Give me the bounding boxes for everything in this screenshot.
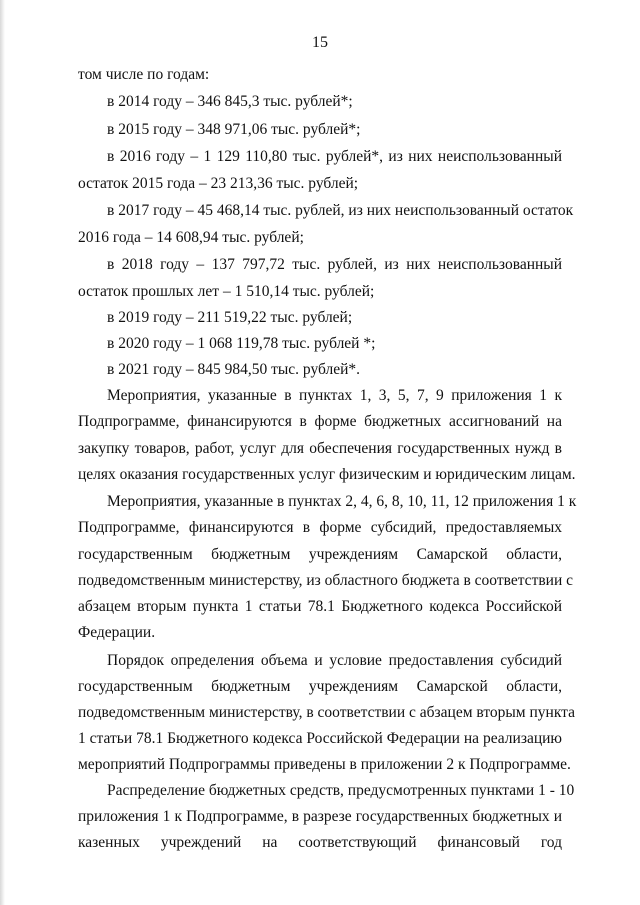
text-line: подведомственным министерству, из областного бюджета в соответствии с [78,572,574,589]
text-line: казенных учреждений на соответствующий финансовый год [78,834,562,851]
text-line: подведомственным министерству, в соответствии с абзацем вторым пункта [78,704,575,721]
text-line: в 2020 году – 1 068 119,78 тыс. рублей *; [107,335,376,352]
text-line: приложения 1 к Подпрограмме, в разрезе государственных бюджетных и [78,808,562,825]
text-line: Мероприятия, указанные в пунктах 2, 4, 6, 8, 10, 11, 12 приложения 1 к [107,493,577,510]
text-line: том числе по годам: [78,66,210,83]
text-line: в 2014 году – 346 845,3 тыс. рублей*; [107,93,353,110]
text-line: государственным бюджетным учреждениям Самарской области, [78,678,562,695]
text-line: в 2017 году – 45 468,14 тыс. рублей, из них неиспользованный остаток [107,202,574,219]
text-line: Федерации. [78,624,156,641]
text-line: Подпрограмме, финансируются в форме бюджетных ассигнований на [78,413,562,430]
text-line: в 2021 году – 845 984,50 тыс. рублей*. [107,361,361,378]
text-line: в 2018 году – 137 797,72 тыс. рублей, из них неиспользованный [107,256,562,273]
text-line: Распределение бюджетных средств, предусмотренных пунктами 1 - 10 [107,782,575,799]
text-line: Мероприятия, указанные в пунктах 1, 3, 5, 7, 9 приложения 1 к [107,387,562,404]
text-line: в 2016 году – 1 129 110,80 тыс. рублей*, из них неиспользованный [107,148,562,165]
text-line: остаток 2015 года – 23 213,36 тыс. рублей; [78,175,359,192]
text-line: в 2015 году – 348 971,06 тыс. рублей*; [107,121,361,138]
text-line: 1 статьи 78.1 Бюджетного кодекса Российской Федерации на реализацию [78,730,562,747]
scan-edge-shadow [0,0,5,905]
text-line: Подпрограмме, финансируются в форме субсидий, предоставляемых [78,519,562,536]
page-number: 15 [312,34,328,51]
text-line: целях оказания государственных услуг физическим и юридическим лицам. [78,466,576,483]
text-line: 2016 года – 14 608,94 тыс. рублей; [78,229,304,246]
text-line: остаток прошлых лет – 1 510,14 тыс. рублей; [78,283,375,300]
text-line: мероприятий Подпрограммы приведены в приложении 2 к Подпрограмме. [78,756,571,773]
text-line: государственным бюджетным учреждениям Самарской области, [78,546,562,563]
text-line: в 2019 году – 211 519,22 тыс. рублей; [107,309,353,326]
text-line: Порядок определения объема и условие предоставления субсидий [107,652,562,669]
text-line: закупку товаров, работ, услуг для обеспечения государственных нужд в [78,440,562,457]
text-line: абзацем вторым пункта 1 статьи 78.1 Бюджетного кодекса Российской [78,598,562,615]
